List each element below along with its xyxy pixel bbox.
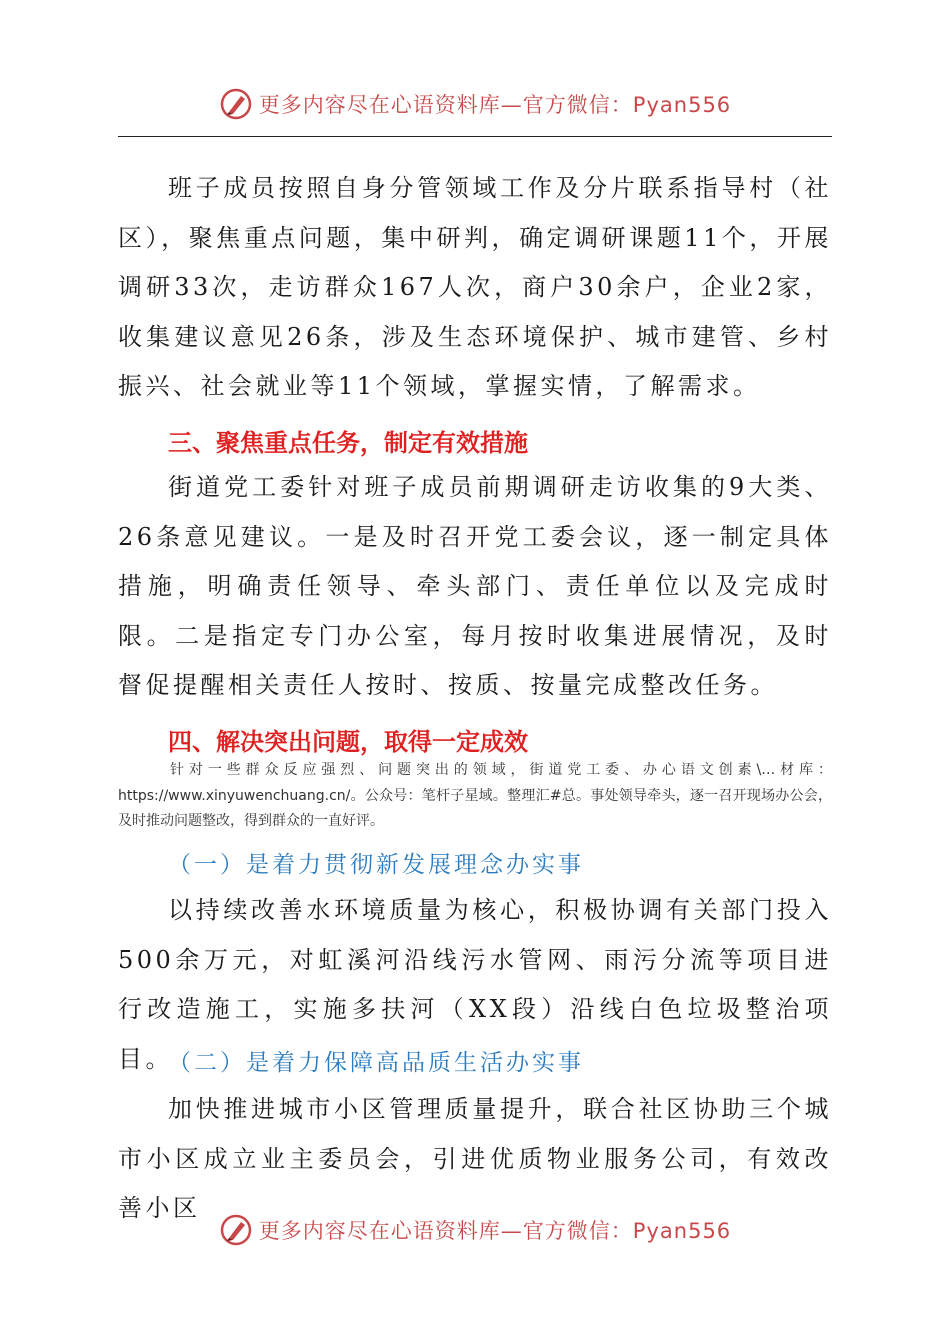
header-banner	[0, 84, 950, 124]
pen-nib-logo-icon	[219, 1213, 253, 1247]
pen-nib-logo-icon	[219, 87, 253, 121]
paragraph-community: 加快推进城市小区管理质量提升，联合社区协助三个城市小区成立业主委员会，引进优质物业服务公司，有效改善小区	[118, 1095, 832, 1222]
section-heading-4: 四、解决突出问题，取得一定成效	[168, 728, 528, 756]
paragraph-small-inserted: 针对一些群众反应强烈、问题突出的领域，街道党工委、办心语文创素\…材库：https://www.xinyuwenchuang.cn/。公众号：笔杆子星域。整理汇#总。事处领导牵头，逐一召开现场办公会，及时推动问题整改，得到群众的一直好评。	[118, 762, 832, 829]
paragraph-research: 班子成员按照自身分管领域工作及分片联系指导村（社区），聚焦重点问题，集中研判，确定调研课题11个，开展调研33次，走访群众167人次，商户30余户，企业2家，收集建议意见26条，涉及生态环境保护、城市建管、乡村振兴、社会就业等11个领域，掌握实情，了解需求。	[118, 174, 832, 400]
section-heading-3: 三、聚焦重点任务，制定有效措施	[168, 429, 528, 457]
subheading-1: （一）是着力贯彻新发展理念办实事	[168, 852, 584, 878]
header-banner-text: 更多内容尽在心语资料库—官方微信：Pyan556	[258, 93, 732, 117]
paragraph-water-environment: 以持续改善水环境质量为核心，积极协调有关部门投入500余万元，对虹溪河沿线污水管网、雨污分流等项目进行改造施工，实施多扶河（XX段）沿线白色垃圾整治项目。	[118, 896, 832, 1073]
footer-banner	[0, 1210, 950, 1250]
footer-banner-text: 更多内容尽在心语资料库—官方微信：Pyan556	[258, 1219, 732, 1243]
header-divider	[118, 136, 832, 137]
subheading-2: （二）是着力保障高品质生活办实事	[168, 1050, 584, 1076]
paragraph-measures: 街道党工委针对班子成员前期调研走访收集的9大类、26条意见建议。一是及时召开党工委会议，逐一制定具体措施，明确责任领导、牵头部门、责任单位以及完成时限。二是指定专门办公室，每月按时收集进展情况，及时督促提醒相关责任人按时、按质、按量完成整改任务。	[118, 473, 832, 699]
